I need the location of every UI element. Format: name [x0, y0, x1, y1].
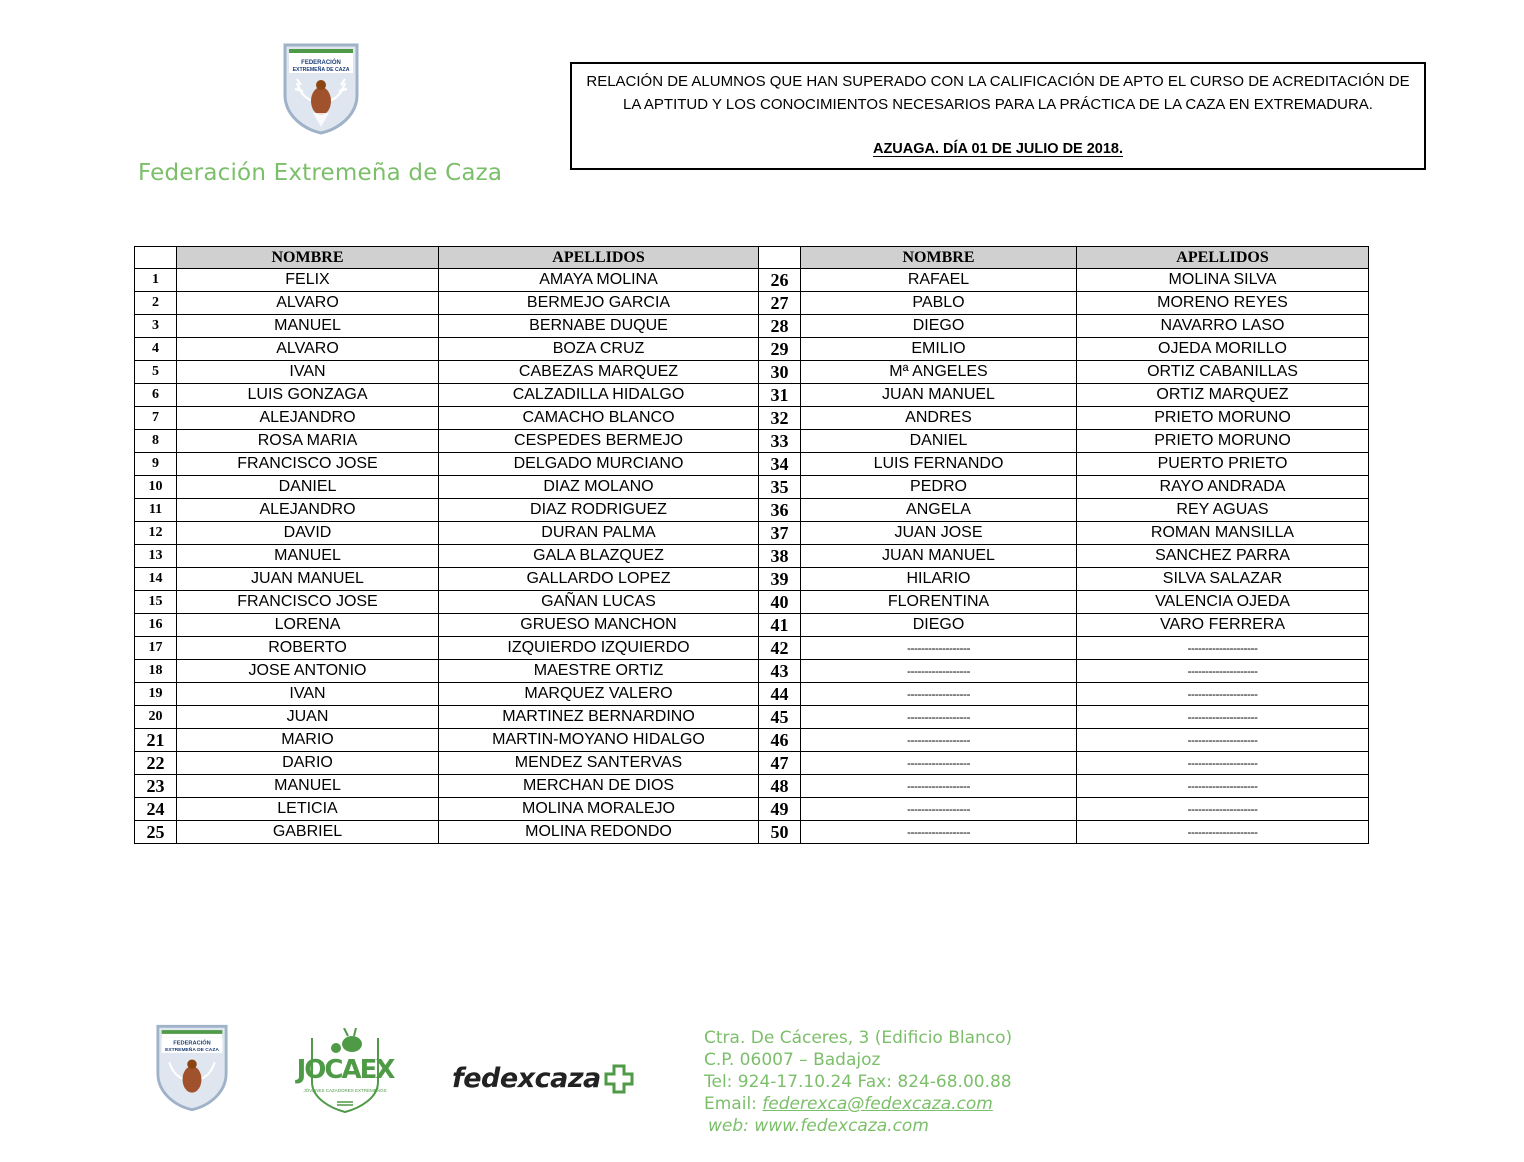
- row-number-left: 3: [135, 315, 177, 338]
- table-row: [135, 384, 1369, 407]
- cell-nombre-left: LETICIA: [177, 798, 439, 821]
- cell-nombre-right: ------------------: [801, 660, 1077, 683]
- row-number-right: 34: [759, 453, 801, 476]
- cell-apellidos-left: DURAN PALMA: [439, 522, 759, 545]
- row-number-left: 9: [135, 453, 177, 476]
- cell-apellidos-right: --------------------: [1077, 660, 1369, 683]
- cell-nombre-left: ROSA MARIA: [177, 430, 439, 453]
- cell-apellidos-right: ORTIZ CABANILLAS: [1077, 361, 1369, 384]
- table-row: [135, 614, 1369, 637]
- cell-nombre-right: DIEGO: [801, 614, 1077, 637]
- cell-nombre-left: MANUEL: [177, 545, 439, 568]
- cell-nombre-right: JUAN MANUEL: [801, 545, 1077, 568]
- cell-nombre-right: ------------------: [801, 729, 1077, 752]
- cell-nombre-right: ------------------: [801, 775, 1077, 798]
- table-row: [135, 522, 1369, 545]
- web-link[interactable]: www.fedexcaza.com: [754, 1116, 929, 1136]
- row-number-left: 8: [135, 430, 177, 453]
- table-row: [135, 568, 1369, 591]
- row-number-left: 5: [135, 361, 177, 384]
- table-row: [135, 729, 1369, 752]
- cell-nombre-left: IVAN: [177, 361, 439, 384]
- table-row: [135, 453, 1369, 476]
- cell-nombre-left: ALEJANDRO: [177, 499, 439, 522]
- footer-federation-shield-logo: [156, 1024, 228, 1112]
- row-number-right: 47: [759, 752, 801, 775]
- cell-apellidos-right: --------------------: [1077, 775, 1369, 798]
- cell-nombre-left: JOSE ANTONIO: [177, 660, 439, 683]
- cell-nombre-right: ------------------: [801, 637, 1077, 660]
- row-number-left: 24: [135, 798, 177, 821]
- cell-nombre-right: ------------------: [801, 752, 1077, 775]
- table-row: [135, 499, 1369, 522]
- row-number-right: 41: [759, 614, 801, 637]
- logo-text-line1: FEDERACIÓN: [301, 60, 341, 66]
- table-row: [135, 269, 1369, 292]
- cell-nombre-left: MANUEL: [177, 775, 439, 798]
- contact-web-line: [704, 1115, 1012, 1137]
- cell-nombre-left: DAVID: [177, 522, 439, 545]
- row-number-right: 42: [759, 637, 801, 660]
- cell-apellidos-right: PRIETO MORUNO: [1077, 407, 1369, 430]
- cell-apellidos-left: MOLINA MORALEJO: [439, 798, 759, 821]
- email-link[interactable]: federexca@fedexcaza.com: [762, 1094, 993, 1114]
- table-row: [135, 821, 1369, 844]
- cell-apellidos-left: MARQUEZ VALERO: [439, 683, 759, 706]
- table-row: [135, 407, 1369, 430]
- row-number-right: 45: [759, 706, 801, 729]
- table-row: [135, 683, 1369, 706]
- row-number-right: 28: [759, 315, 801, 338]
- cell-nombre-right: DIEGO: [801, 315, 1077, 338]
- cell-nombre-left: DANIEL: [177, 476, 439, 499]
- cell-apellidos-right: --------------------: [1077, 706, 1369, 729]
- cell-apellidos-left: MENDEZ SANTERVAS: [439, 752, 759, 775]
- cell-nombre-left: IVAN: [177, 683, 439, 706]
- header-apellidos-left: APELLIDOS: [439, 247, 759, 269]
- table-row: [135, 775, 1369, 798]
- row-number-left: 10: [135, 476, 177, 499]
- cell-apellidos-left: DELGADO MURCIANO: [439, 453, 759, 476]
- cell-apellidos-right: ROMAN MANSILLA: [1077, 522, 1369, 545]
- footer-logo-text-line1: FEDERACIÓN: [173, 1040, 211, 1047]
- cell-nombre-left: DARIO: [177, 752, 439, 775]
- row-number-left: 17: [135, 637, 177, 660]
- cell-nombre-left: JUAN: [177, 706, 439, 729]
- cell-apellidos-right: REY AGUAS: [1077, 499, 1369, 522]
- contact-email-line: [704, 1093, 1012, 1115]
- row-number-left: 2: [135, 292, 177, 315]
- fedexcaza-wordmark: fedexcaza: [452, 1063, 601, 1094]
- row-number-left: 12: [135, 522, 177, 545]
- cell-apellidos-right: --------------------: [1077, 729, 1369, 752]
- table-row: [135, 637, 1369, 660]
- cell-apellidos-left: CAMACHO BLANCO: [439, 407, 759, 430]
- cell-apellidos-right: VARO FERRERA: [1077, 614, 1369, 637]
- title-line-2: LA APTITUD Y LOS CONOCIMIENTOS NECESARIOS PARA LA PRÁCTICA DE LA CAZA EN EXTREMADURA.: [623, 96, 1373, 113]
- row-number-right: 37: [759, 522, 801, 545]
- header-blank-left: [135, 247, 177, 269]
- title-line-1: RELACIÓN DE ALUMNOS QUE HAN SUPERADO CON LA CALIFICACIÓN DE APTO EL CURSO DE ACREDITACIÓN DE: [586, 73, 1410, 90]
- cell-nombre-left: FRANCISCO JOSE: [177, 591, 439, 614]
- cell-apellidos-left: BERNABE DUQUE: [439, 315, 759, 338]
- row-number-left: 1: [135, 269, 177, 292]
- row-number-left: 15: [135, 591, 177, 614]
- cell-apellidos-left: MARTIN-MOYANO HIDALGO: [439, 729, 759, 752]
- cell-apellidos-right: --------------------: [1077, 683, 1369, 706]
- cell-apellidos-left: CESPEDES BERMEJO: [439, 430, 759, 453]
- row-number-right: 50: [759, 821, 801, 844]
- table-row: [135, 660, 1369, 683]
- cell-apellidos-right: NAVARRO LASO: [1077, 315, 1369, 338]
- footer-logo-text-line2: EXTREMEÑA DE CAZA: [165, 1047, 219, 1053]
- row-number-left: 22: [135, 752, 177, 775]
- cell-apellidos-left: CALZADILLA HIDALGO: [439, 384, 759, 407]
- title-subtitle: AZUAGA. DÍA 01 DE JULIO DE 2018.: [872, 141, 1124, 157]
- row-number-left: 7: [135, 407, 177, 430]
- row-number-left: 13: [135, 545, 177, 568]
- table-row: [135, 591, 1369, 614]
- row-number-right: 31: [759, 384, 801, 407]
- cell-apellidos-right: RAYO ANDRADA: [1077, 476, 1369, 499]
- row-number-left: 6: [135, 384, 177, 407]
- row-number-right: 39: [759, 568, 801, 591]
- table-row: [135, 292, 1369, 315]
- cell-apellidos-right: MORENO REYES: [1077, 292, 1369, 315]
- cell-nombre-left: LUIS GONZAGA: [177, 384, 439, 407]
- cell-apellidos-right: --------------------: [1077, 637, 1369, 660]
- cell-apellidos-left: CABEZAS MARQUEZ: [439, 361, 759, 384]
- cell-nombre-left: ALVARO: [177, 338, 439, 361]
- table-row: [135, 545, 1369, 568]
- table-header-row: [135, 247, 1369, 269]
- org-name: Federación Extremeña de Caza: [138, 160, 503, 186]
- cell-nombre-right: ------------------: [801, 683, 1077, 706]
- cell-apellidos-right: ORTIZ MARQUEZ: [1077, 384, 1369, 407]
- table-row: [135, 752, 1369, 775]
- cell-apellidos-left: GAÑAN LUCAS: [439, 591, 759, 614]
- row-number-left: 19: [135, 683, 177, 706]
- cell-apellidos-right: PUERTO PRIETO: [1077, 453, 1369, 476]
- row-number-right: 29: [759, 338, 801, 361]
- cell-apellidos-left: MOLINA REDONDO: [439, 821, 759, 844]
- cell-nombre-left: JUAN MANUEL: [177, 568, 439, 591]
- cell-apellidos-left: AMAYA MOLINA: [439, 269, 759, 292]
- cell-apellidos-right: SANCHEZ PARRA: [1077, 545, 1369, 568]
- table-row: [135, 476, 1369, 499]
- cell-nombre-right: ------------------: [801, 821, 1077, 844]
- plus-cross-icon: [604, 1064, 634, 1094]
- table-row: [135, 798, 1369, 821]
- cell-nombre-left: GABRIEL: [177, 821, 439, 844]
- cell-nombre-right: HILARIO: [801, 568, 1077, 591]
- email-label: Email:: [704, 1094, 763, 1114]
- cell-nombre-left: MARIO: [177, 729, 439, 752]
- cell-apellidos-left: GALA BLAZQUEZ: [439, 545, 759, 568]
- cell-nombre-left: MANUEL: [177, 315, 439, 338]
- web-label: web:: [708, 1116, 755, 1136]
- cell-nombre-right: PABLO: [801, 292, 1077, 315]
- row-number-left: 18: [135, 660, 177, 683]
- contact-phones: Tel: 924-17.10.24 Fax: 824-68.00.88: [704, 1072, 1012, 1092]
- cell-apellidos-left: MERCHAN DE DIOS: [439, 775, 759, 798]
- jocaex-text: JOCAEX: [296, 1055, 394, 1085]
- logo-text-line2: EXTREMEÑA DE CAZA: [292, 67, 350, 73]
- cell-nombre-right: Mª ANGELES: [801, 361, 1077, 384]
- cell-apellidos-left: IZQUIERDO IZQUIERDO: [439, 637, 759, 660]
- cell-apellidos-right: --------------------: [1077, 821, 1369, 844]
- row-number-left: 20: [135, 706, 177, 729]
- contact-address: Ctra. De Cáceres, 3 (Edificio Blanco): [704, 1028, 1013, 1048]
- row-number-right: 32: [759, 407, 801, 430]
- cell-nombre-right: LUIS FERNANDO: [801, 453, 1077, 476]
- row-number-left: 4: [135, 338, 177, 361]
- cell-nombre-left: LORENA: [177, 614, 439, 637]
- row-number-right: 33: [759, 430, 801, 453]
- row-number-right: 46: [759, 729, 801, 752]
- header-apellidos-right: APELLIDOS: [1077, 247, 1369, 269]
- cell-nombre-right: FLORENTINA: [801, 591, 1077, 614]
- table-row: [135, 706, 1369, 729]
- row-number-right: 38: [759, 545, 801, 568]
- cell-nombre-right: JUAN JOSE: [801, 522, 1077, 545]
- row-number-right: 35: [759, 476, 801, 499]
- contact-info: [704, 1027, 1012, 1137]
- cell-nombre-left: ALVARO: [177, 292, 439, 315]
- cell-nombre-right: ANGELA: [801, 499, 1077, 522]
- row-number-right: 36: [759, 499, 801, 522]
- cell-apellidos-right: SILVA SALAZAR: [1077, 568, 1369, 591]
- cell-apellidos-left: DIAZ MOLANO: [439, 476, 759, 499]
- table-row: [135, 315, 1369, 338]
- row-number-right: 27: [759, 292, 801, 315]
- cell-nombre-right: ANDRES: [801, 407, 1077, 430]
- row-number-right: 48: [759, 775, 801, 798]
- table-row: [135, 338, 1369, 361]
- federation-shield-logo: [283, 43, 359, 135]
- row-number-left: 14: [135, 568, 177, 591]
- row-number-right: 43: [759, 660, 801, 683]
- header-nombre-right: NOMBRE: [801, 247, 1077, 269]
- row-number-left: 23: [135, 775, 177, 798]
- cell-nombre-right: RAFAEL: [801, 269, 1077, 292]
- students-table: [134, 246, 1369, 844]
- row-number-left: 11: [135, 499, 177, 522]
- header-blank-right: [759, 247, 801, 269]
- table-row: [135, 430, 1369, 453]
- row-number-right: 30: [759, 361, 801, 384]
- row-number-right: 26: [759, 269, 801, 292]
- table-row: [135, 361, 1369, 384]
- row-number-right: 44: [759, 683, 801, 706]
- title-box: [570, 62, 1426, 170]
- jocaex-tagline: JÓVENES CAZADORES EXTREMEÑOS: [303, 1088, 387, 1093]
- cell-apellidos-right: OJEDA MORILLO: [1077, 338, 1369, 361]
- cell-nombre-right: JUAN MANUEL: [801, 384, 1077, 407]
- cell-apellidos-right: --------------------: [1077, 752, 1369, 775]
- cell-nombre-left: FELIX: [177, 269, 439, 292]
- cell-nombre-left: ROBERTO: [177, 637, 439, 660]
- cell-nombre-right: DANIEL: [801, 430, 1077, 453]
- cell-apellidos-left: BOZA CRUZ: [439, 338, 759, 361]
- row-number-left: 25: [135, 821, 177, 844]
- cell-apellidos-left: MARTINEZ BERNARDINO: [439, 706, 759, 729]
- cell-nombre-left: FRANCISCO JOSE: [177, 453, 439, 476]
- row-number-left: 16: [135, 614, 177, 637]
- cell-nombre-left: ALEJANDRO: [177, 407, 439, 430]
- cell-apellidos-left: MAESTRE ORTIZ: [439, 660, 759, 683]
- header-nombre-left: NOMBRE: [177, 247, 439, 269]
- cell-nombre-right: ------------------: [801, 706, 1077, 729]
- cell-apellidos-right: PRIETO MORUNO: [1077, 430, 1369, 453]
- cell-apellidos-left: DIAZ RODRIGUEZ: [439, 499, 759, 522]
- row-number-right: 40: [759, 591, 801, 614]
- contact-postal: C.P. 06007 – Badajoz: [704, 1050, 881, 1070]
- cell-apellidos-left: GRUESO MANCHON: [439, 614, 759, 637]
- row-number-left: 21: [135, 729, 177, 752]
- cell-apellidos-right: --------------------: [1077, 798, 1369, 821]
- row-number-right: 49: [759, 798, 801, 821]
- cell-apellidos-left: GALLARDO LOPEZ: [439, 568, 759, 591]
- cell-nombre-right: EMILIO: [801, 338, 1077, 361]
- cell-apellidos-left: BERMEJO GARCIA: [439, 292, 759, 315]
- cell-apellidos-right: MOLINA SILVA: [1077, 269, 1369, 292]
- jocaex-logo: [290, 1028, 400, 1114]
- cell-apellidos-right: VALENCIA OJEDA: [1077, 591, 1369, 614]
- cell-nombre-right: ------------------: [801, 798, 1077, 821]
- cell-nombre-right: PEDRO: [801, 476, 1077, 499]
